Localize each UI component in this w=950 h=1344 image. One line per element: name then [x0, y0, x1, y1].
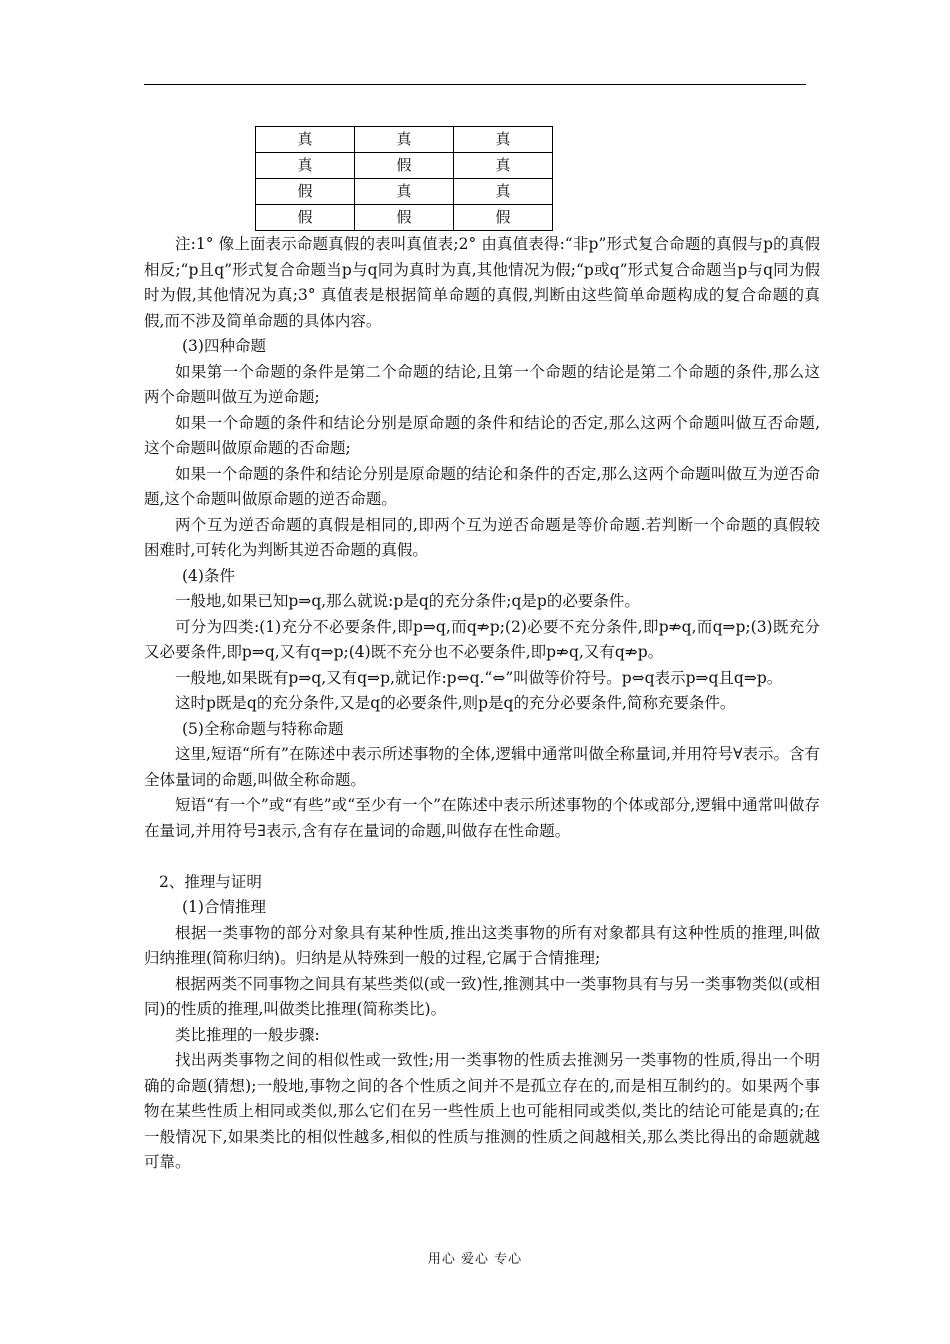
paragraph-equivalence: 两个互为逆否命题的真假是相同的,即两个互为逆否命题是等价命题.若判断一个命题的真假较困难时,可转化为判断其逆否命题的真假。: [144, 515, 820, 559]
truth-table-cell: 真: [256, 153, 355, 179]
truth-table-cell: 假: [256, 179, 355, 205]
paragraph-induction: 根据一类事物的部分对象具有某种性质,推出这类事物的所有对象都具有这种性质的推理,叫做归纳推理(简称归纳)。归纳是从特殊到一般的过程,它属于合情推理;: [144, 923, 820, 967]
truth-table-cell: 真: [454, 153, 553, 179]
section-heading-quantifiers: (5)全称命题与特称命题: [182, 719, 344, 738]
truth-table-cell: 真: [355, 179, 454, 205]
page-footer: 用心 爱心 专心: [427, 1252, 523, 1267]
section-heading-four-propositions: (3)四种命题: [182, 337, 266, 355]
truth-table-cell: 真: [256, 127, 355, 153]
truth-table-cell: 假: [355, 205, 454, 231]
paragraph-analogy: 根据两类不同事物之间具有某些类似(或一致)性,推测其中一类事物具有与另一类事物类似(或相同)的性质的推理,叫做类比推理(简称类比)。: [144, 974, 820, 1018]
section-heading-reasoning-proof: 2、推理与证明: [159, 872, 262, 891]
paragraph-sufficient-necessary: 一般地,如果已知p⇒q,那么就说:p是q的充分条件;q是p的必要条件。: [175, 592, 640, 610]
paragraph-iff: 这时p既是q的充分条件,又是q的必要条件,则p是q的充分必要条件,简称充要条件。: [175, 694, 736, 712]
paragraph-universal: 这里,短语“所有”在陈述中表示所述事物的全体,逻辑中通常叫做全称量词,并用符号∀表示。含有全体量词的命题,叫做全称命题。: [144, 745, 820, 789]
paragraph-existential: 短语“有一个”或“有些”或“至少有一个”在陈述中表示所述事物的个体或部分,逻辑中通常叫做存在量词,并用符号∃表示,含有存在量词的命题,叫做存在性命题。: [144, 796, 820, 840]
header-rule: [144, 84, 806, 85]
truth-table: [255, 126, 553, 231]
blank-line: [144, 844, 820, 870]
truth-table-cell: 假: [355, 153, 454, 179]
truth-table-cell: 真: [454, 179, 553, 205]
section-heading-plausible-reasoning: (1)合情推理: [182, 898, 266, 916]
truth-table-cell: 真: [454, 127, 553, 153]
paragraph-converse: 如果第一个命题的条件是第二个命题的结论,且第一个命题的结论是第二个命题的条件,那么这两个命题叫做互为逆命题;: [144, 362, 820, 406]
paragraph-analogy-steps: 找出两类事物之间的相似性或一致性;用一类事物的性质去推测另一类事物的性质,得出一个明确的命题(猜想);一般地,事物之间的各个性质之间并不是孤立存在的,而是相互制约的。如果两个事物在某些性质上相同或类似,那么它们在另一些性质上也可能相同或类似,类比的结论可能是真的;在一般情况下,如果类比的相似性越多,相似的性质与推测的性质之间越相关,那么类比得出的命题就越可靠。: [144, 1051, 820, 1171]
truth-table-row: [256, 153, 553, 179]
truth-table-row: [256, 179, 553, 205]
truth-table-cell: 假: [256, 205, 355, 231]
paragraph-contrapositive: 如果一个命题的条件和结论分别是原命题的结论和条件的否定,那么这两个命题叫做互为逆否命题,这个命题叫做原命题的逆否命题。: [144, 464, 820, 508]
truth-table-cell: 假: [454, 205, 553, 231]
document-body: [144, 232, 820, 1176]
section-heading-conditions: (4)条件: [182, 566, 235, 585]
truth-table-note: 注:1° 像上面表示命题真假的表叫真值表;2° 由真值表得:“非p”形式复合命题的真假与p的真假相反;“p且q”形式复合命题当p与q同为真时为真,其他情况为假;“p或q”形式复合命题当p与q同为假时为假,其他情况为真;3° 真值表是根据简单命题的真假,判断由这些简单命题构成的复合命题的真假,而不涉及简单命题的具体内容。: [144, 235, 820, 330]
truth-table-cell: 真: [355, 127, 454, 153]
paragraph-equivalence-symbol: 一般地,如果既有p⇒q,又有q⇒p,就记作:p⇔q.“⇔”叫做等价符号。p⇔q表示p⇒q且q⇒p。: [175, 668, 783, 687]
paragraph-inverse: 如果一个命题的条件和结论分别是原命题的条件和结论的否定,那么这两个命题叫做互否命题,这个命题叫做原命题的否命题;: [144, 413, 820, 457]
truth-table-row: [256, 127, 553, 153]
truth-table-row: [256, 205, 553, 231]
paragraph-analogy-steps-heading: 类比推理的一般步骤:: [175, 1025, 320, 1044]
paragraph-four-types: 可分为四类:(1)充分不必要条件,即p⇒q,而q⇏p;(2)必要不充分条件,即p⇏q,而q⇒p;(3)既充分又必要条件,即p⇒q,又有q⇒p;(4)既不充分也不必要条件,即p⇏q,又有q⇏p。: [144, 617, 820, 661]
